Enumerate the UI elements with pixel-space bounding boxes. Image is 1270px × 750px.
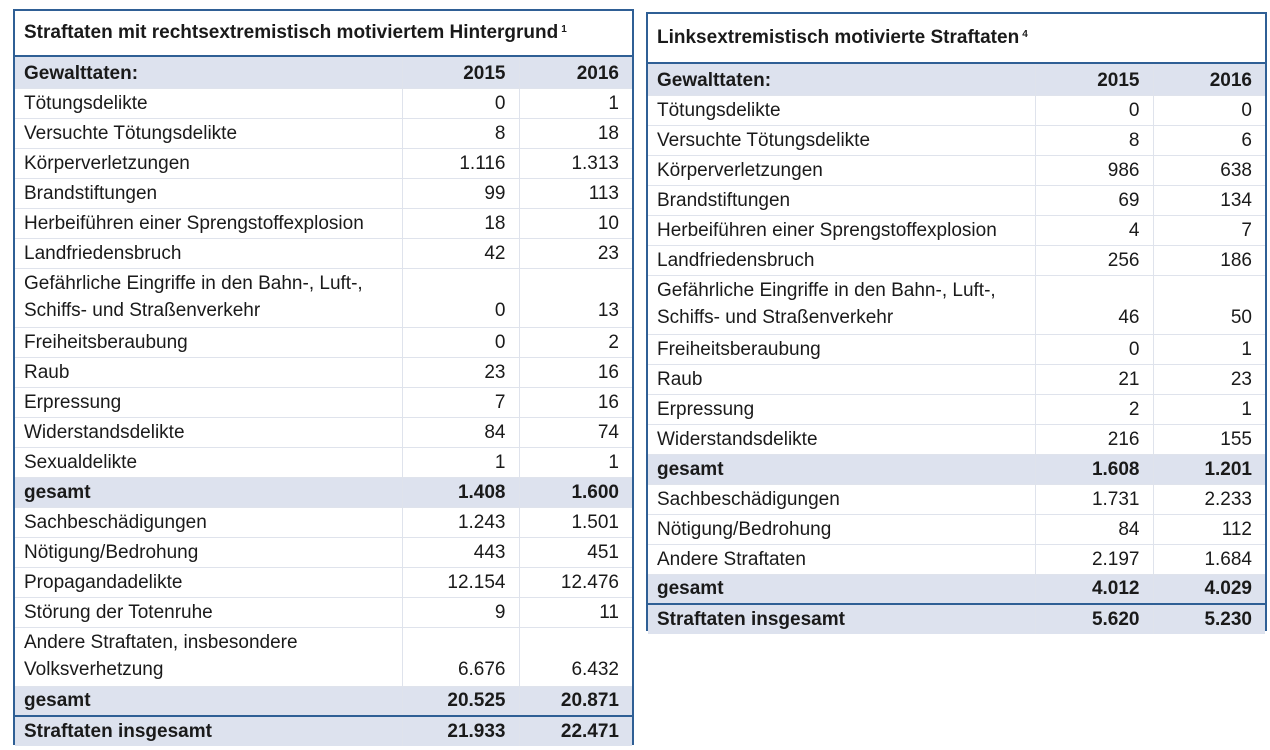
row-label: Nötigung/Bedrohung — [15, 537, 402, 567]
table-row — [15, 417, 632, 447]
value-2016: 23 — [1153, 364, 1265, 394]
value-2016: 2016 — [1153, 64, 1265, 95]
row-label: Brandstiftungen — [15, 178, 402, 208]
header-row — [648, 64, 1265, 95]
table-row — [648, 125, 1265, 155]
value-2016: 12.476 — [519, 567, 632, 597]
subtotal-row — [648, 574, 1265, 604]
row-label: Erpressung — [648, 394, 1035, 424]
total-row — [15, 716, 632, 746]
row-label: Sachbeschädigungen — [648, 484, 1035, 514]
row-label: Gewalttaten: — [648, 64, 1035, 95]
table-linksextremistisch — [646, 12, 1267, 631]
row-label: Straftaten insgesamt — [15, 716, 402, 746]
row-label: Gewalttaten: — [15, 57, 402, 88]
value-2016: 1.501 — [519, 507, 632, 537]
value-2015: 1.243 — [402, 507, 519, 537]
table-row — [648, 394, 1265, 424]
value-2016: 50 — [1153, 275, 1265, 334]
row-label: Landfriedensbruch — [15, 238, 402, 268]
value-2016: 1 — [1153, 394, 1265, 424]
row-label: Tötungsdelikte — [15, 88, 402, 118]
table-row — [15, 357, 632, 387]
value-2015: 0 — [402, 88, 519, 118]
value-2015: 4.012 — [1035, 574, 1153, 604]
value-2015: 2 — [1035, 394, 1153, 424]
footnote-marker: 4 — [1022, 28, 1028, 40]
value-2015: 21 — [1035, 364, 1153, 394]
table-title-text: Straftaten mit rechtsextremistisch motiviertem Hintergrund — [24, 22, 559, 43]
table-row — [648, 245, 1265, 275]
value-2016: 6.432 — [519, 627, 632, 686]
row-label: gesamt — [648, 574, 1035, 604]
row-label: gesamt — [15, 477, 402, 507]
table-row — [15, 447, 632, 477]
value-2015: 84 — [402, 417, 519, 447]
value-2015: 0 — [1035, 95, 1153, 125]
value-2015: 2.197 — [1035, 544, 1153, 574]
row-label: Versuchte Tötungsdelikte — [15, 118, 402, 148]
value-2015: 6.676 — [402, 627, 519, 686]
row-label: Raub — [648, 364, 1035, 394]
row-label: Sexualdelikte — [15, 447, 402, 477]
data-table — [648, 64, 1265, 634]
value-2015: 18 — [402, 208, 519, 238]
value-2016: 18 — [519, 118, 632, 148]
row-label: Gefährliche Eingriffe in den Bahn-, Luft-, Schiffs- und Straßenverkehr — [648, 275, 1035, 334]
table-row — [648, 95, 1265, 125]
table-row — [15, 148, 632, 178]
value-2015: 7 — [402, 387, 519, 417]
table-row — [648, 215, 1265, 245]
value-2015: 1.408 — [402, 477, 519, 507]
value-2015: 9 — [402, 597, 519, 627]
row-label: Freiheitsberaubung — [15, 327, 402, 357]
value-2016: 1.684 — [1153, 544, 1265, 574]
table-row — [648, 364, 1265, 394]
value-2015: 20.525 — [402, 686, 519, 716]
subtotal-row — [15, 686, 632, 716]
value-2016: 74 — [519, 417, 632, 447]
row-label: Gefährliche Eingriffe in den Bahn-, Luft-, Schiffs- und Straßenverkehr — [15, 268, 402, 327]
value-2016: 1.313 — [519, 148, 632, 178]
table-title-text: Linksextremistisch motivierte Straftaten — [657, 27, 1020, 48]
table-row — [15, 597, 632, 627]
value-2016: 11 — [519, 597, 632, 627]
header-row — [15, 57, 632, 88]
table-row — [15, 537, 632, 567]
value-2015: 21.933 — [402, 716, 519, 746]
value-2016: 6 — [1153, 125, 1265, 155]
table-row — [15, 327, 632, 357]
value-2015: 2015 — [402, 57, 519, 88]
value-2016: 1 — [519, 447, 632, 477]
value-2016: 134 — [1153, 185, 1265, 215]
value-2016: 22.471 — [519, 716, 632, 746]
row-label: Widerstandsdelikte — [648, 424, 1035, 454]
value-2015: 216 — [1035, 424, 1153, 454]
subtotal-row — [15, 477, 632, 507]
value-2016: 451 — [519, 537, 632, 567]
value-2015: 0 — [402, 268, 519, 327]
value-2016: 186 — [1153, 245, 1265, 275]
row-label: Körperverletzungen — [15, 148, 402, 178]
row-label: Versuchte Tötungsdelikte — [648, 125, 1035, 155]
value-2016: 1.201 — [1153, 454, 1265, 484]
subtotal-row — [648, 454, 1265, 484]
value-2016: 7 — [1153, 215, 1265, 245]
value-2015: 1.731 — [1035, 484, 1153, 514]
value-2016: 10 — [519, 208, 632, 238]
row-label: Raub — [15, 357, 402, 387]
table-row — [648, 514, 1265, 544]
row-label: Herbeiführen einer Sprengstoffexplosion — [15, 208, 402, 238]
value-2015: 8 — [1035, 125, 1153, 155]
table-row — [648, 334, 1265, 364]
row-label: Erpressung — [15, 387, 402, 417]
value-2015: 8 — [402, 118, 519, 148]
value-2016: 20.871 — [519, 686, 632, 716]
table-row — [15, 208, 632, 238]
value-2016: 1.600 — [519, 477, 632, 507]
table-row — [648, 544, 1265, 574]
row-label: Tötungsdelikte — [648, 95, 1035, 125]
value-2016: 16 — [519, 387, 632, 417]
value-2015: 42 — [402, 238, 519, 268]
value-2016: 2.233 — [1153, 484, 1265, 514]
value-2015: 12.154 — [402, 567, 519, 597]
table-title — [648, 14, 1265, 64]
table-row — [15, 118, 632, 148]
value-2016: 113 — [519, 178, 632, 208]
value-2015: 986 — [1035, 155, 1153, 185]
row-label: Andere Straftaten, insbesondere Volksverhetzung — [15, 627, 402, 686]
row-label: Brandstiftungen — [648, 185, 1035, 215]
value-2015: 2015 — [1035, 64, 1153, 95]
value-2015: 46 — [1035, 275, 1153, 334]
value-2016: 0 — [1153, 95, 1265, 125]
row-label: Widerstandsdelikte — [15, 417, 402, 447]
value-2016: 4.029 — [1153, 574, 1265, 604]
value-2016: 2016 — [519, 57, 632, 88]
table-row — [15, 268, 632, 327]
row-label: Sachbeschädigungen — [15, 507, 402, 537]
row-label: Nötigung/Bedrohung — [648, 514, 1035, 544]
value-2015: 5.620 — [1035, 604, 1153, 634]
value-2015: 69 — [1035, 185, 1153, 215]
value-2015: 1 — [402, 447, 519, 477]
table-row — [15, 238, 632, 268]
value-2016: 112 — [1153, 514, 1265, 544]
row-label: Freiheitsberaubung — [648, 334, 1035, 364]
value-2015: 1.608 — [1035, 454, 1153, 484]
value-2015: 256 — [1035, 245, 1153, 275]
table-row — [15, 88, 632, 118]
value-2015: 0 — [1035, 334, 1153, 364]
data-table — [15, 57, 632, 746]
row-label: Herbeiführen einer Sprengstoffexplosion — [648, 215, 1035, 245]
row-label: Körperverletzungen — [648, 155, 1035, 185]
table-title — [15, 11, 632, 57]
table-row — [15, 387, 632, 417]
table-row — [15, 627, 632, 686]
total-row — [648, 604, 1265, 634]
row-label: Propagandadelikte — [15, 567, 402, 597]
table-row — [648, 424, 1265, 454]
value-2015: 99 — [402, 178, 519, 208]
row-label: Landfriedensbruch — [648, 245, 1035, 275]
table-row — [648, 275, 1265, 334]
table-row — [15, 178, 632, 208]
table-row — [648, 185, 1265, 215]
value-2016: 155 — [1153, 424, 1265, 454]
row-label: Andere Straftaten — [648, 544, 1035, 574]
table-row — [15, 567, 632, 597]
table-row — [648, 155, 1265, 185]
row-label: Störung der Totenruhe — [15, 597, 402, 627]
value-2016: 5.230 — [1153, 604, 1265, 634]
table-rechtsextremistisch — [13, 9, 634, 745]
value-2015: 23 — [402, 357, 519, 387]
value-2016: 638 — [1153, 155, 1265, 185]
value-2015: 0 — [402, 327, 519, 357]
value-2016: 16 — [519, 357, 632, 387]
value-2016: 2 — [519, 327, 632, 357]
value-2016: 13 — [519, 268, 632, 327]
table-row — [648, 484, 1265, 514]
value-2016: 1 — [519, 88, 632, 118]
value-2016: 23 — [519, 238, 632, 268]
row-label: gesamt — [648, 454, 1035, 484]
value-2016: 1 — [1153, 334, 1265, 364]
footnote-marker: 1 — [561, 23, 567, 35]
value-2015: 84 — [1035, 514, 1153, 544]
value-2015: 1.116 — [402, 148, 519, 178]
row-label: Straftaten insgesamt — [648, 604, 1035, 634]
value-2015: 443 — [402, 537, 519, 567]
value-2015: 4 — [1035, 215, 1153, 245]
row-label: gesamt — [15, 686, 402, 716]
table-row — [15, 507, 632, 537]
